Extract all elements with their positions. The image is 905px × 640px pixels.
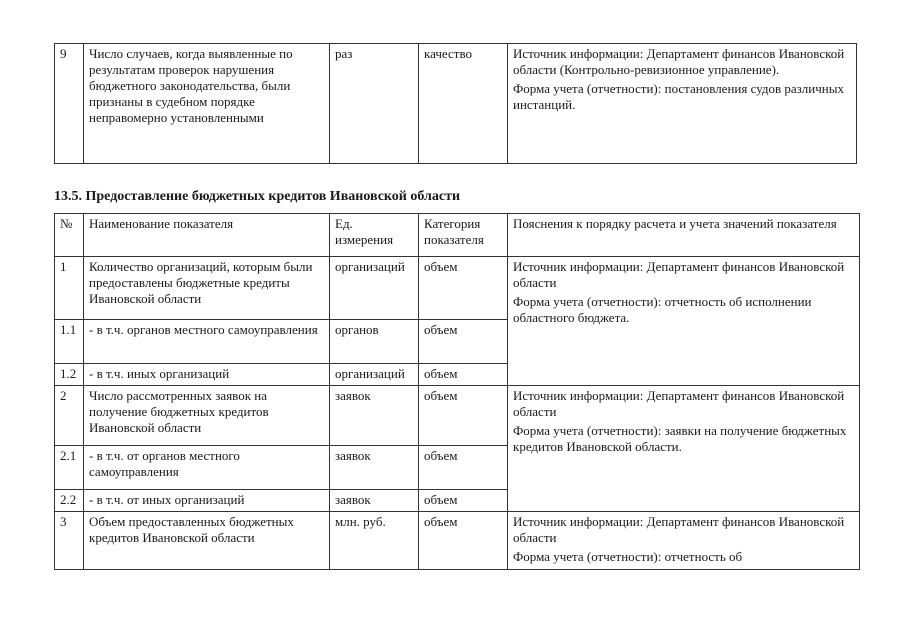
indicator-name: - в т.ч. от органов местного самоуправления — [84, 446, 330, 490]
source-text: Источник информации: Департамент финансов Ивановской области — [513, 259, 845, 290]
indicator-name: Число случаев, когда выявленные по результатам проверок нарушения бюджетного законодательства, были признаны в судебном порядке неправомерно установленными — [84, 44, 330, 164]
previous-section-table — [54, 43, 857, 164]
row-number: 3 — [55, 512, 84, 570]
explanation-cell — [508, 44, 857, 164]
row-number: 2.2 — [55, 490, 84, 512]
indicator-name: - в т.ч. органов местного самоуправления — [84, 320, 330, 364]
unit-of-measure: заявок — [330, 446, 419, 490]
indicator-category: объем — [419, 320, 508, 364]
header-unit: Ед. измерения — [330, 214, 419, 257]
indicator-category: объем — [419, 512, 508, 570]
form-text: Форма учета (отчетности): отчетность об — [513, 549, 743, 564]
source-text: Источник информации: Департамент финансов Ивановской области — [513, 514, 845, 545]
indicator-category: объем — [419, 386, 508, 446]
indicator-category: качество — [419, 44, 508, 164]
table-header-row — [55, 214, 860, 257]
header-category: Категория показателя — [419, 214, 508, 257]
indicator-name: - в т.ч. иных организаций — [84, 364, 330, 386]
row-number: 9 — [55, 44, 84, 164]
source-text: Источник информации: Департамент финансов Ивановской области — [513, 388, 845, 419]
header-explanation: Пояснения к порядку расчета и учета значений показателя — [508, 214, 860, 257]
explanation-cell — [508, 512, 860, 570]
unit-of-measure: раз — [330, 44, 419, 164]
header-name: Наименование показателя — [84, 214, 330, 257]
unit-of-measure: заявок — [330, 386, 419, 446]
unit-of-measure: млн. руб. — [330, 512, 419, 570]
row-number: 2 — [55, 386, 84, 446]
unit-of-measure: организаций — [330, 364, 419, 386]
indicator-category: объем — [419, 257, 508, 320]
source-text: Источник информации: Департамент финансов Ивановской области (Контрольно-ревизионное управление). — [513, 46, 845, 77]
row-number: 1.1 — [55, 320, 84, 364]
table-row — [55, 44, 857, 164]
explanation-cell — [508, 386, 860, 512]
unit-of-measure: органов — [330, 320, 419, 364]
indicator-category: объем — [419, 364, 508, 386]
indicators-table — [54, 213, 860, 570]
indicator-name: - в т.ч. от иных организаций — [84, 490, 330, 512]
unit-of-measure: организаций — [330, 257, 419, 320]
explanation-cell — [508, 257, 860, 386]
form-text: Форма учета (отчетности): заявки на получение бюджетных кредитов Ивановской области. — [513, 423, 847, 454]
table-row — [55, 386, 860, 446]
form-text: Форма учета (отчетности): отчетность об исполнении областного бюджета. — [513, 294, 812, 325]
indicator-name: Количество организаций, которым были предоставлены бюджетные кредиты Ивановской области — [84, 257, 330, 320]
row-number: 1.2 — [55, 364, 84, 386]
row-number: 2.1 — [55, 446, 84, 490]
table-row — [55, 257, 860, 320]
indicator-name: Объем предоставленных бюджетных кредитов Ивановской области — [84, 512, 330, 570]
form-text: Форма учета (отчетности): постановления судов различных инстанций. — [513, 81, 844, 112]
section-title: 13.5. Предоставление бюджетных кредитов Ивановской области — [54, 189, 461, 204]
indicator-category: объем — [419, 446, 508, 490]
indicator-name: Число рассмотренных заявок на получение бюджетных кредитов Ивановской области — [84, 386, 330, 446]
header-num: № — [55, 214, 84, 257]
table-row — [55, 512, 860, 570]
row-number: 1 — [55, 257, 84, 320]
unit-of-measure: заявок — [330, 490, 419, 512]
indicator-category: объем — [419, 490, 508, 512]
